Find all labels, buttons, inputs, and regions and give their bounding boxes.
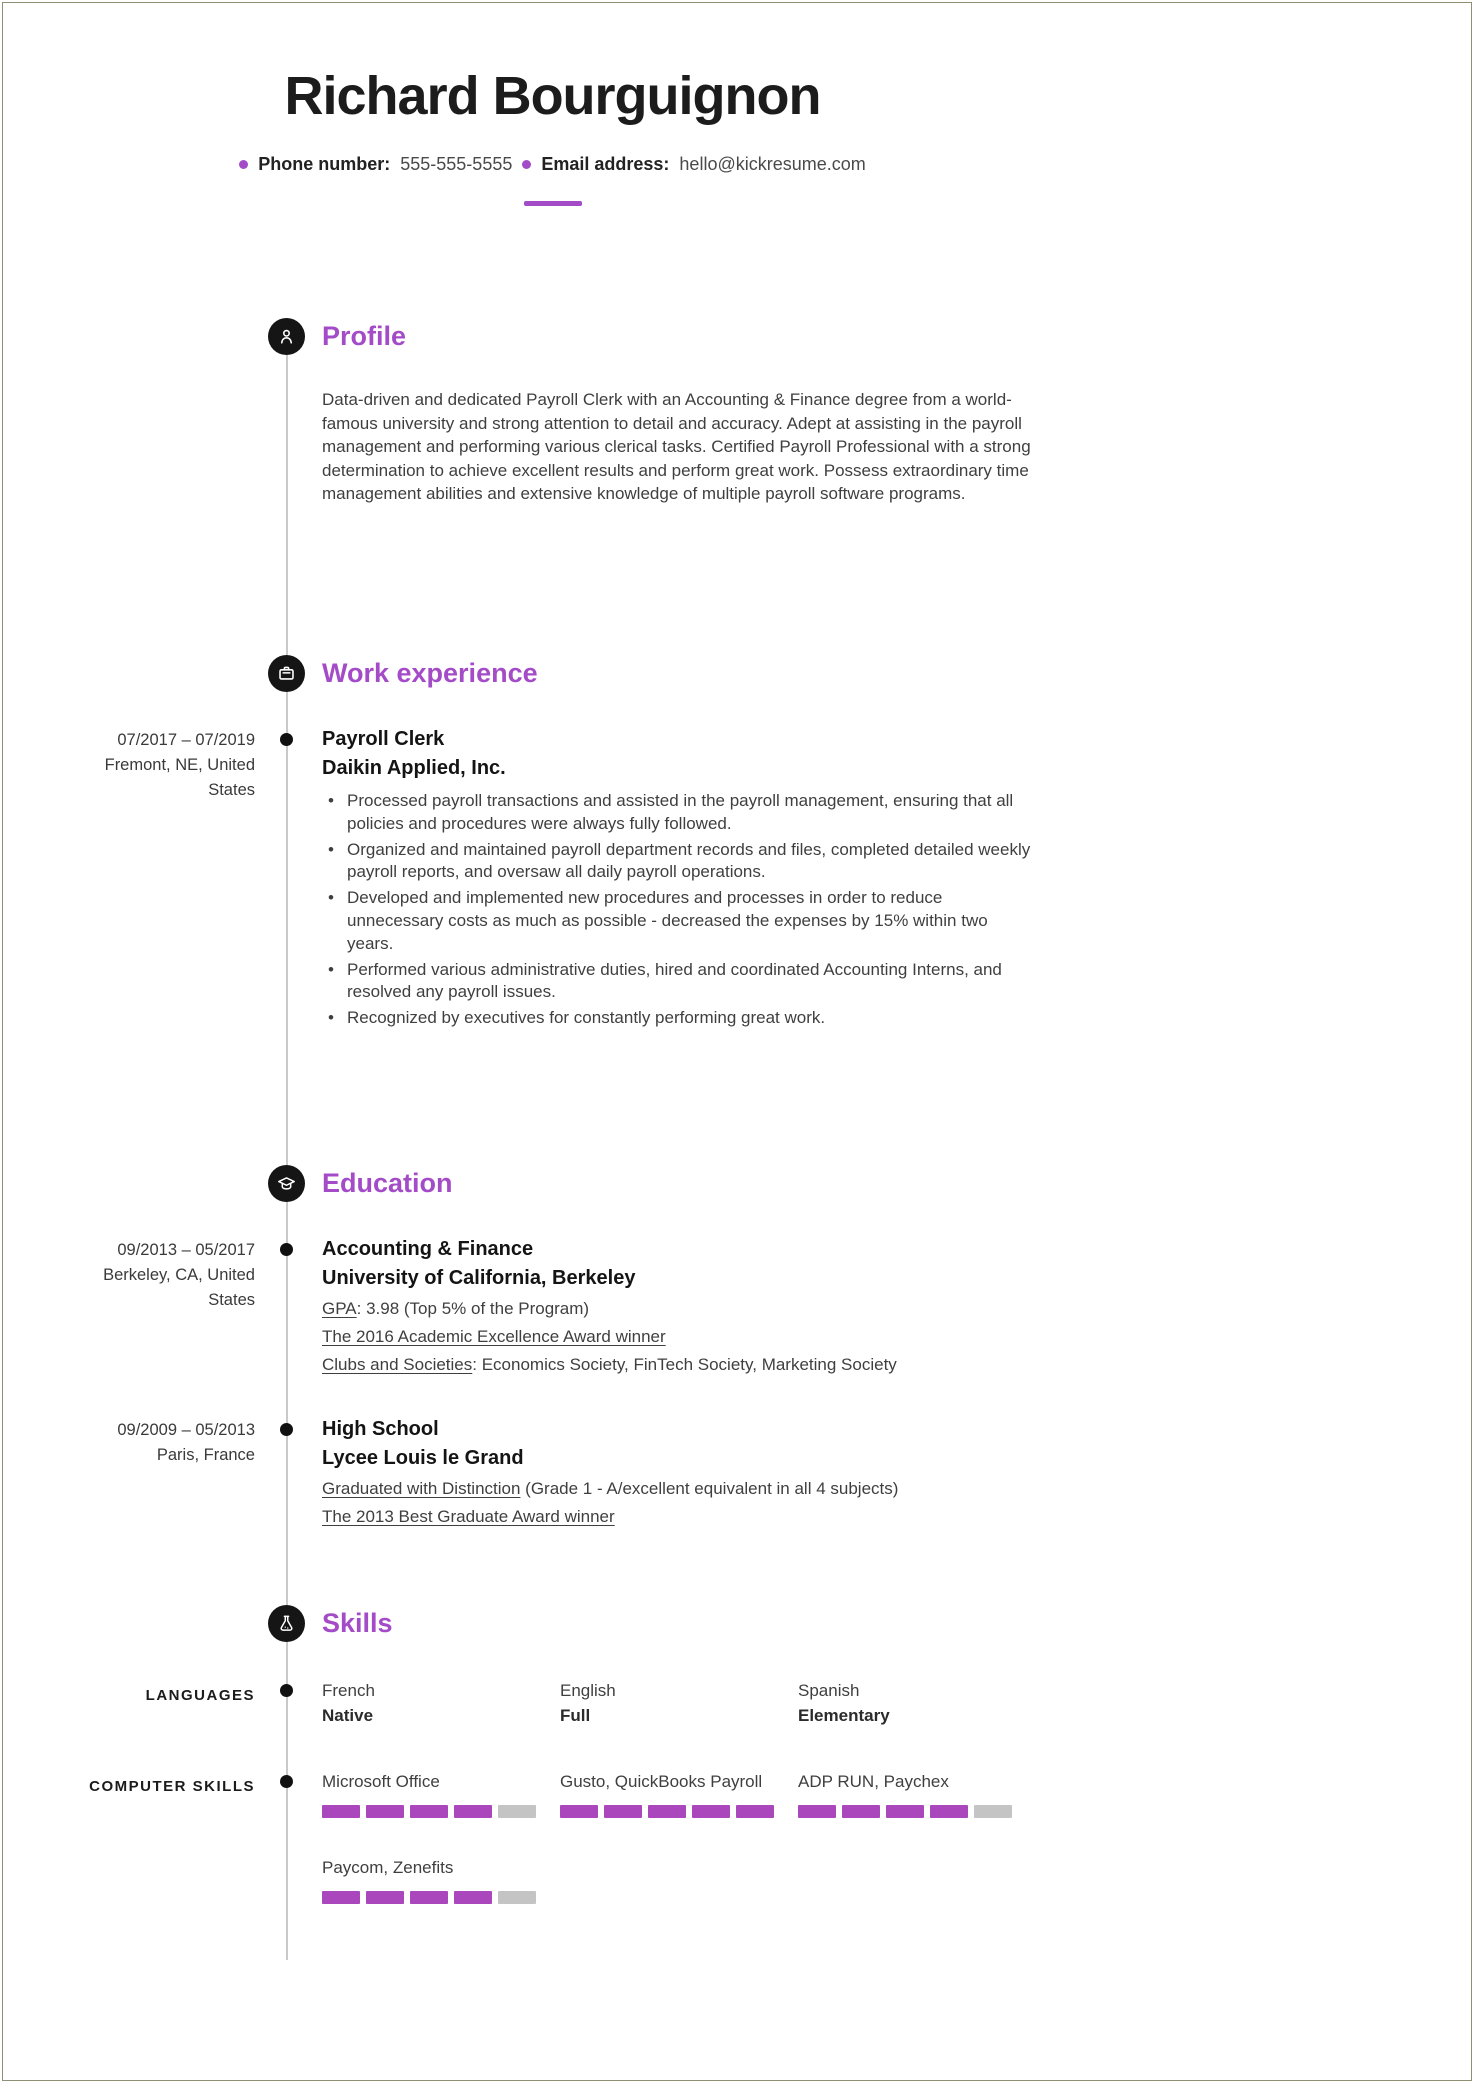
timeline-dot [280,1243,293,1256]
education-dates: 09/2013 – 05/2017 [117,1241,255,1259]
skill-rating-bar [798,1805,1035,1818]
flask-icon [268,1605,305,1642]
accent-divider [524,201,582,206]
timeline-dot [280,733,293,746]
language-level: Elementary [798,1706,890,1725]
detail-rest: : Economics Society, FinTech Society, Marketing Society [472,1355,897,1374]
phone-label: Phone number: [258,154,391,174]
languages-label: LANGUAGES [145,1687,255,1704]
education-details [322,1475,1035,1531]
detail-underlined: GPA [322,1299,357,1318]
work-location: Fremont, NE, United States [104,756,255,799]
job-role: Payroll Clerk [322,728,445,750]
education-title: Education [322,1168,453,1198]
detail-underlined: Clubs and Societies [322,1355,473,1374]
detail-underlined: The 2016 Academic Excellence Award winner [322,1327,666,1346]
job-bullet: • Processed payroll transactions and assisted in the payroll management, ensuring that all policies and procedures were always fully followed. [322,790,1035,836]
school: Lycee Louis le Grand [322,1447,524,1469]
work-dates: 07/2017 – 07/2019 [117,731,255,749]
job-bullets [322,790,1035,1030]
email-value[interactable]: hello@kickresume.com [679,154,866,174]
education-location: Berkeley, CA, United States [103,1266,255,1309]
section-education [70,1165,1035,1531]
education-entry [70,1415,1035,1531]
person-icon [268,318,305,355]
bullet-dot-icon [239,160,248,169]
job-bullet: • Organized and maintained payroll department records and files, completed detailed weekly payroll reports, and oversaw all daily payroll operations. [322,839,1035,885]
phone-value: 555-555-5555 [400,154,513,174]
bullet-dot-icon [522,160,531,169]
skill-rating-bar [322,1891,560,1904]
computer-skills-row [70,1770,1035,1818]
language-item [322,1679,560,1729]
job-bullet: • Performed various administrative duties, hired and coordinated Accounting Interns, and resolved any payroll issues. [322,959,1035,1005]
work-entry [70,725,1035,1033]
computer-skill-item [322,1770,560,1818]
computer-skills-row-2 [70,1856,1035,1904]
job-bullet: • Developed and implemented new procedures and processes in order to reduce unnecessary costs as much as possible - decreased the expenses by 15% within two years. [322,887,1035,955]
computer-skill-item [322,1856,560,1904]
computer-skill-item [560,1770,798,1818]
section-skills [70,1605,1035,1904]
language-level: Native [322,1706,374,1725]
education-dates: 09/2009 – 05/2013 [117,1421,255,1439]
computer-skill-item [798,1770,1035,1818]
degree: High School [322,1418,439,1440]
education-entry [70,1235,1035,1379]
language-name: English [560,1681,616,1700]
detail-underlined: The 2013 Best Graduate Award winner [322,1507,615,1526]
language-level: Full [560,1706,591,1725]
section-work-experience [70,655,1035,1033]
skill-rating-bar [322,1805,560,1818]
languages-row [70,1679,1035,1729]
resume-name: Richard Bourguignon [284,66,821,126]
computer-skill-name: ADP RUN, Paychex [798,1772,949,1791]
skills-title: Skills [322,1608,393,1638]
timeline-dot [280,1684,293,1697]
work-title: Work experience [322,658,538,688]
job-bullet: • Recognized by executives for constantly performing great work. [322,1007,1035,1030]
resume-header [70,0,1035,206]
profile-text: Data-driven and dedicated Payroll Clerk with an Accounting & Finance degree from a world-famous university and strong attention to detail and accuracy. Adept at assisting in the payroll management and performing various clerical tasks. Certified Payroll Professional with a strong determination to achieve excellent results and perform great work. Possess extraordinary time management abilities and extensive knowledge of multiple payroll software programs. [322,390,1031,503]
education-details [322,1295,1035,1379]
job-company: Daikin Applied, Inc. [322,757,506,779]
profile-title: Profile [322,321,407,351]
language-item [560,1679,798,1729]
language-name: Spanish [798,1681,860,1700]
email-label: Email address: [541,154,670,174]
language-name: French [322,1681,375,1700]
detail-rest: : 3.98 (Top 5% of the Program) [356,1299,590,1318]
computer-skills-label: COMPUTER SKILLS [89,1778,255,1795]
computer-skill-name: Microsoft Office [322,1772,440,1791]
language-item [798,1679,1035,1729]
briefcase-icon [268,655,305,692]
contact-line [70,154,1035,175]
graduation-cap-icon [268,1165,305,1202]
timeline-dot [280,1775,293,1788]
detail-rest: (Grade 1 - A/excellent equivalent in all 4 subjects) [520,1479,899,1498]
timeline-dot [280,1423,293,1436]
education-location: Paris, France [156,1446,255,1464]
computer-skill-name: Gusto, QuickBooks Payroll [560,1772,763,1791]
detail-underlined: Graduated with Distinction [322,1479,521,1498]
section-profile [70,318,1035,506]
skill-rating-bar [560,1805,798,1818]
school: University of California, Berkeley [322,1267,636,1289]
computer-skill-name: Paycom, Zenefits [322,1858,454,1877]
degree: Accounting & Finance [322,1238,534,1260]
